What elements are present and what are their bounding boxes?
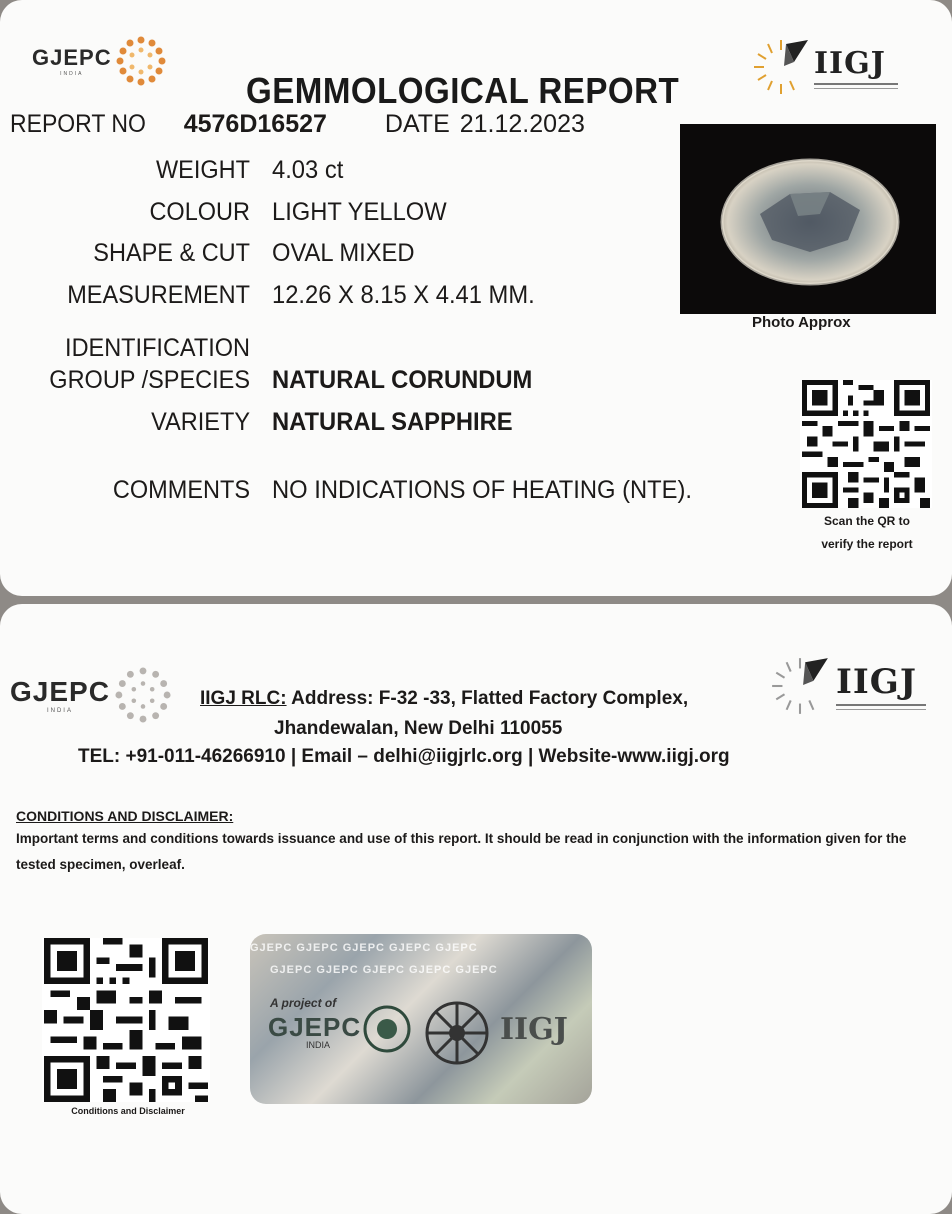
date-value: 21.12.2023 [459,110,585,138]
report-title: GEMMOLOGICAL REPORT [246,70,680,111]
variety-value: NATURAL SAPPHIRE [272,408,513,436]
measurement-label: MEASUREMENT [67,281,250,309]
hologram-iigj-text: IIGJ [500,1012,568,1047]
hologram-india-text: INDIA [306,1040,331,1050]
comments-label: COMMENTS [112,476,250,504]
qr-code-icon [800,380,932,508]
qr-verify-caption [800,510,934,556]
gemstone-photo [680,124,936,314]
conditions-qr-code[interactable] [42,938,210,1102]
address-line-1 [200,688,688,710]
iigj-logo [750,36,898,98]
gjepc-emblem-icon [114,34,168,88]
conditions-text: Important terms and conditions towards issuance and use of this report. It should be read in conjunction with the information given for the tested specimen, overleaf. [16,831,907,872]
gjepc-logo-back [10,664,174,726]
conditions-title: CONDITIONS AND DISCLAIMER: [16,808,234,824]
photo-caption: Photo Approx [752,314,851,331]
identification-label: IDENTIFICATION [65,334,250,362]
conditions-qr-caption: Conditions and Disclaimer [71,1106,185,1116]
hologram-project-label: A project of [270,996,337,1010]
gemstone-image [680,124,936,314]
shape-cut-label: SHAPE & CUT [93,239,250,267]
security-hologram [250,934,592,1104]
hologram-band-2: GJEPC GJEPC GJEPC GJEPC GJEPC [270,964,498,976]
colour-value: LIGHT YELLOW [272,198,447,226]
report-no-label: REPORT NO [10,110,146,138]
gjepc-logo-back-text: GJEPC [10,676,110,707]
hologram-wheel-icon [422,998,492,1068]
group-species-value: NATURAL CORUNDUM [272,366,533,394]
iigj-logo-back-text: IIGJ [836,662,917,702]
gjepc-logo-sub: INDIA [60,71,84,77]
group-species-label: GROUP /SPECIES [49,366,251,394]
iigj-starburst-back-icon [768,654,832,718]
colour-label: COLOUR [149,198,250,226]
shape-cut-value: OVAL MIXED [272,239,415,267]
address-org: IIGJ RLC: [200,688,287,709]
measurement-value: 12.26 X 8.15 X 4.41 MM. [272,281,535,309]
report-no-value: 4576D16527 [183,110,327,138]
report-number-row [10,110,585,139]
weight-value: 4.03 ct [272,156,344,184]
hologram-band-1: GJEPC GJEPC GJEPC GJEPC GJEPC [250,942,478,954]
variety-label: VARIETY [151,408,250,436]
iigj-logo-text: IIGJ [814,45,886,81]
date-label: DATE [384,110,450,138]
gjepc-emblem-back-icon [112,664,174,726]
report-front-card [0,0,952,596]
gjepc-logo-back-sub: INDIA [46,708,73,714]
report-back-card [0,604,952,1214]
qr-caption-line1: Scan the QR to [823,514,910,528]
comments-value: NO INDICATIONS OF HEATING (NTE). [272,476,693,504]
address-line-2: Jhandewalan, New Delhi 110055 [274,718,563,739]
iigj-logo-back [768,654,926,718]
iigj-starburst-icon [750,36,812,98]
weight-label: WEIGHT [156,156,250,184]
verify-qr-code[interactable] [800,380,932,508]
address-line1-text: Address: F-32 -33, Flatted Factory Complex, [291,688,689,709]
gjepc-logo [32,34,168,88]
hologram-gjepc-text: GJEPC [268,1012,362,1042]
qr-caption-line2: verify the report [821,537,913,551]
hologram-emblem-icon [362,1004,412,1054]
gjepc-logo-text: GJEPC [32,45,112,70]
contact-line: TEL: +91-011-46266910 | Email – delhi@iigjrlc.org | Website-www.iigj.org [78,746,730,767]
qr-code-back-icon [42,938,210,1102]
